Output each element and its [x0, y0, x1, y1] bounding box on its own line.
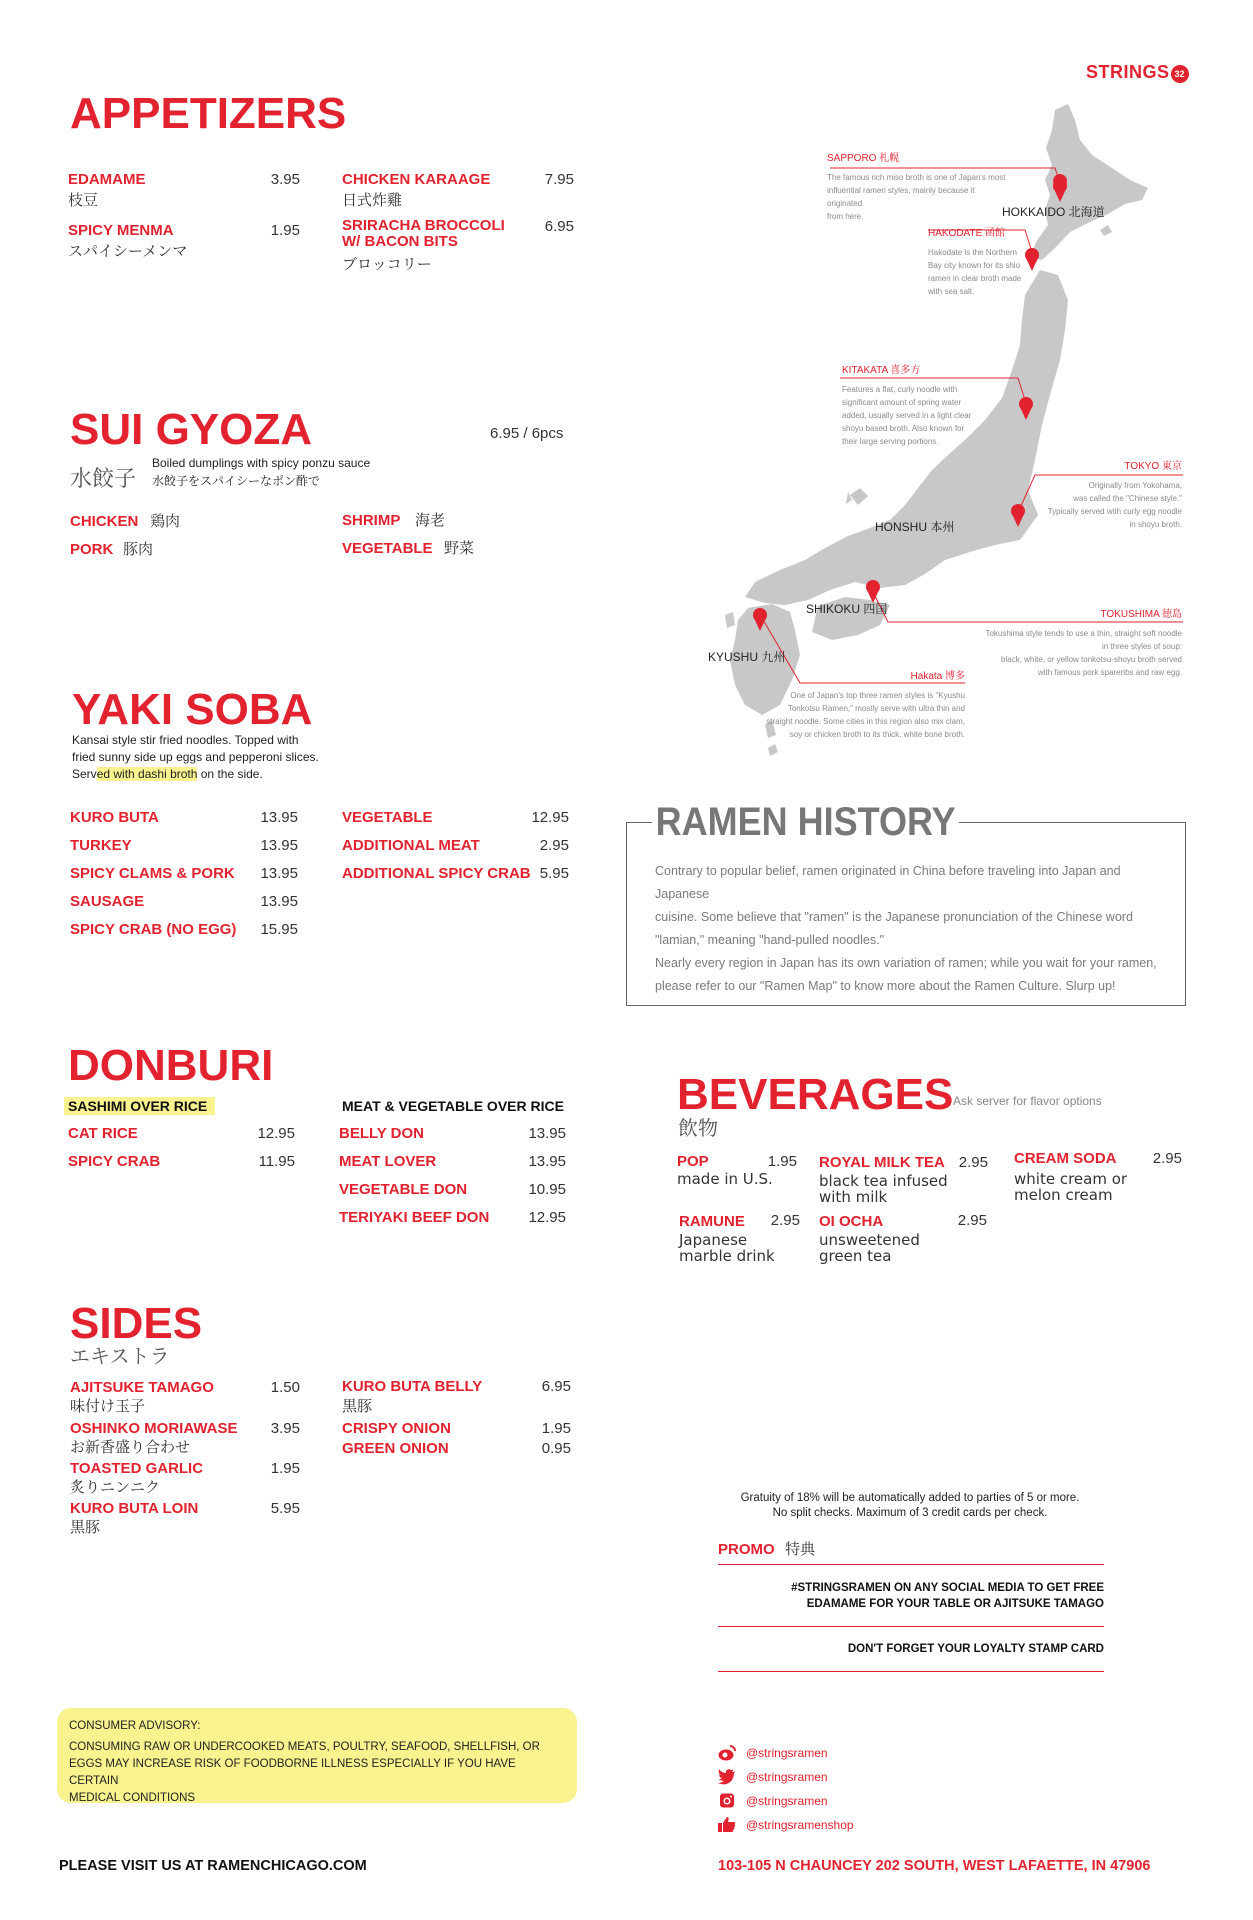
region-title-sapporo: SAPPORO 札幌: [827, 153, 900, 164]
side-jp: 黒豚: [342, 1397, 373, 1415]
consumer-advisory-box: [57, 1708, 577, 1803]
social-handle: @stringsramen: [746, 1770, 828, 1784]
promo-label: PROMO: [718, 1541, 775, 1558]
gyoza-price: 6.95 / 6pcs: [490, 425, 564, 442]
donburi-price: 13.95: [528, 1125, 566, 1142]
thumbs-up-icon: [718, 1817, 736, 1833]
appetizer-price: 7.95: [544, 171, 574, 188]
region-text-line: black, white, or yellow tonkotsu-shoyu broth served: [1001, 655, 1182, 664]
yakisoba-price: 12.95: [531, 809, 569, 826]
island-label-kyushu: KYUSHU 九州: [708, 650, 786, 664]
region-text-line: with sea salt.: [928, 287, 975, 296]
yakisoba-desc-a: Serv: [72, 767, 97, 781]
yakisoba-item: SPICY CLAMS & PORK: [70, 865, 235, 882]
yakisoba-item: KURO BUTA: [70, 809, 159, 826]
gyoza-item-jp: 海老: [415, 511, 446, 529]
region-text-sapporo: [827, 171, 1007, 223]
region-text-line: in shoyu broth.: [1129, 520, 1182, 529]
appetizer-name: EDAMAME: [68, 171, 146, 188]
promo-jp: 特典: [785, 1540, 816, 1558]
region-title-tokushima: TOKUSHIMA 徳島: [1100, 609, 1182, 620]
yakisoba-desc: Kansai style stir fried noodles. Topped with: [72, 733, 299, 747]
appetizer-name: SRIRACHA BROCCOLI: [342, 217, 505, 234]
gyoza-jp: 水餃子: [70, 467, 137, 492]
sides-title: SIDES: [70, 1299, 203, 1348]
promo-divider: [718, 1671, 1104, 1672]
yakisoba-price: 2.95: [539, 837, 569, 854]
yakisoba-title: YAKI SOBA: [72, 685, 313, 734]
side-jp: 黒豚: [70, 1518, 101, 1536]
yakisoba-item: ADDITIONAL MEAT: [342, 837, 480, 854]
yakisoba-item: SAUSAGE: [70, 893, 145, 910]
social-handle: @stringsramenshop: [746, 1818, 854, 1832]
footer-address: 103-105 N CHAUNCEY 202 SOUTH, WEST LAFAETTE, IN 47906: [718, 1858, 1151, 1874]
region-title-hakata: Hakata 博多: [910, 671, 965, 682]
island-shape: [846, 492, 852, 504]
island-shape: [1100, 225, 1112, 236]
appetizer-price: 3.95: [270, 171, 300, 188]
social-row[interactable]: [718, 1789, 854, 1813]
region-text-line: ramen in clear broth made: [928, 274, 1022, 283]
region-text-tokyo: [1002, 479, 1182, 531]
donburi-price: 11.95: [258, 1153, 295, 1170]
region-text-line: significant amount of spring water: [842, 398, 962, 407]
side-name: GREEN ONION: [342, 1440, 449, 1457]
beverage-price: 1.95: [767, 1153, 797, 1170]
gratuity-note: [700, 1491, 1120, 1521]
region-text-kitakata: [842, 383, 1002, 448]
yakisoba-price: 15.95: [260, 921, 298, 938]
appetizers-title: APPETIZERS: [70, 89, 347, 138]
donburi-item: CAT RICE: [68, 1125, 138, 1142]
region-text-line: One of Japan's top three ramen styles is "Kyushu: [790, 691, 965, 700]
region-text-line: Tonkotsu Ramen," mostly serve with ultra thin and: [787, 704, 965, 713]
social-row[interactable]: [718, 1741, 854, 1765]
history-line: Nearly every region in Japan has its own variation of ramen; while you wait for your ramen,: [655, 956, 1157, 970]
yakisoba-price: 13.95: [260, 865, 298, 882]
region-text-line: Typically served with curly egg noodle: [1047, 507, 1182, 516]
side-price: 1.95: [270, 1460, 300, 1477]
island-shape: [850, 488, 868, 505]
history-text: [655, 860, 1175, 998]
yakisoba-item: SPICY CRAB (NO EGG): [70, 921, 237, 938]
yakisoba-price: 13.95: [260, 837, 298, 854]
beverage-name: CREAM SODA: [1014, 1150, 1117, 1167]
region-text-line: added, usually served in a light clear: [842, 411, 972, 420]
appetizer-name: CHICKEN KARAAGE: [342, 171, 491, 188]
side-name: AJITSUKE TAMAGO: [70, 1379, 214, 1396]
beverage-desc: unsweetened: [819, 1231, 920, 1249]
history-line: please refer to our "Ramen Map" to know more about the Ramen Culture. Slurp up!: [655, 979, 1116, 993]
gyoza-item: SHRIMP: [342, 512, 401, 529]
twitter-icon: [718, 1769, 736, 1785]
advisory-title: CONSUMER ADVISORY:: [69, 1720, 201, 1732]
region-text-line: soy or chicken broth to its thick, white bone broth.: [789, 730, 965, 739]
social-handle: @stringsramen: [746, 1794, 828, 1808]
social-row[interactable]: [718, 1765, 854, 1789]
gyoza-desc: Boiled dumplings with spicy ponzu sauce: [152, 456, 371, 470]
history-title: RAMEN HISTORY: [652, 800, 959, 844]
beverage-price: 2.95: [770, 1212, 800, 1229]
side-name: KURO BUTA BELLY: [342, 1378, 483, 1395]
gratuity-line: No split checks. Maximum of 3 credit cards per check.: [772, 1507, 1048, 1519]
sides-jp: エキストラ: [70, 1344, 170, 1368]
donburi-item: MEAT LOVER: [339, 1153, 437, 1170]
yakisoba-desc-highlight: ed with dashi broth: [96, 767, 198, 781]
donburi-item: SPICY CRAB: [68, 1153, 161, 1170]
region-text-line: Features a flat, curly noodle with: [842, 385, 958, 394]
history-line: cuisine. Some believe that "ramen" is the Japanese pronunciation of the Chinese word: [655, 910, 1133, 924]
island-label-hokkaido: HOKKAIDO 北海道: [1002, 205, 1105, 219]
side-price: 6.95: [541, 1378, 571, 1395]
appetizer-jp: スパイシーメンマ: [68, 242, 188, 260]
history-line: Contrary to popular belief, ramen originated in China before traveling into Japan and Japanese: [655, 864, 1121, 901]
donburi-left-header: SASHIMI OVER RICE: [64, 1097, 215, 1115]
side-price: 3.95: [270, 1420, 300, 1437]
appetizer-name: SPICY MENMA: [68, 222, 174, 239]
region-title-tokyo: TOKYO 東京: [1124, 461, 1182, 472]
region-text-line: Bay city known for its shio: [928, 261, 1021, 270]
advisory-line: MEDICAL CONDITIONS: [69, 1792, 196, 1804]
social-links: [718, 1741, 854, 1837]
gyoza-item-jp: 野菜: [444, 539, 475, 557]
appetizer-price: 1.95: [270, 222, 300, 239]
yakisoba-desc-c: on the side.: [197, 767, 263, 781]
promo-loyalty: DON'T FORGET YOUR LOYALTY STAMP CARD: [847, 1643, 1104, 1655]
appetizer-jp: 日式炸雞: [342, 191, 403, 209]
beverage-desc: made in U.S.: [677, 1170, 773, 1188]
beverage-name: ROYAL MILK TEA: [819, 1154, 945, 1171]
region-text-line: Originally from Yokohama,: [1088, 481, 1182, 490]
beverages-title: BEVERAGES: [677, 1070, 954, 1119]
gyoza-desc-jp: 水餃子をスパイシーなポン酢で: [152, 474, 321, 488]
yakisoba-desc: fried sunny side up eggs and pepperoni slices.: [72, 750, 319, 764]
donburi-item: VEGETABLE DON: [339, 1181, 468, 1198]
side-price: 1.95: [541, 1420, 571, 1437]
beverage-desc: marble drink: [679, 1247, 775, 1265]
side-jp: 炙りニンニク: [70, 1478, 161, 1496]
side-name: KURO BUTA LOIN: [70, 1500, 199, 1517]
gyoza-item: VEGETABLE: [342, 540, 433, 557]
appetizer-jp: 枝豆: [68, 191, 99, 209]
beverage-name: POP: [677, 1153, 709, 1170]
side-jp: 味付け玉子: [70, 1397, 146, 1415]
donburi-item: TERIYAKI BEEF DON: [339, 1209, 490, 1226]
island-label-honshu: HONSHU 本州: [875, 520, 955, 534]
donburi-title: DONBURI: [68, 1041, 274, 1090]
side-name: CRISPY ONION: [342, 1420, 451, 1437]
region-text-line: was called the "Chinese style.": [1073, 494, 1182, 503]
donburi-price: 13.95: [528, 1153, 566, 1170]
side-name: TOASTED GARLIC: [70, 1460, 204, 1477]
gratuity-line: Gratuity of 18% will be automatically added to parties of 5 or more.: [740, 1492, 1080, 1504]
yakisoba-price: 13.95: [260, 893, 298, 910]
yakisoba-item: VEGETABLE: [342, 809, 433, 826]
beverage-price: 2.95: [957, 1212, 987, 1229]
beverage-name: RAMUNE: [679, 1213, 745, 1230]
yakisoba-price: 13.95: [260, 809, 298, 826]
promo-divider: [718, 1564, 1104, 1565]
beverage-desc: white cream or: [1014, 1170, 1128, 1188]
promo-line: EDAMAME FOR YOUR TABLE OR AJITSUKE TAMAGO: [806, 1598, 1104, 1610]
donburi-price: 12.95: [257, 1125, 295, 1142]
appetizer-jp: ブロッコリー: [342, 255, 432, 273]
social-handle: @stringsramen: [746, 1746, 828, 1760]
yakisoba-price: 5.95: [539, 865, 569, 882]
region-text-line: in three styles of soup:: [1101, 642, 1182, 651]
beverages-note: Ask server for flavor options: [953, 1094, 1102, 1108]
region-text-line: Hakodate is the Northern: [928, 248, 1017, 257]
region-title-hakodate: HAKODATE 函館: [928, 228, 1006, 239]
gyoza-item-jp: 鶏肉: [150, 512, 181, 530]
side-price: 1.50: [270, 1379, 300, 1396]
logo-text: STRINGS: [1086, 62, 1170, 82]
gyoza-item: CHICKEN: [70, 513, 139, 530]
weibo-icon: [718, 1745, 736, 1761]
beverage-desc: green tea: [819, 1247, 892, 1265]
history-line: "lamian," meaning "hand-pulled noodles.": [655, 933, 885, 947]
promo-divider: [718, 1626, 1104, 1627]
yakisoba-item: ADDITIONAL SPICY CRAB: [342, 865, 531, 882]
beverages-jp: 飲物: [678, 1116, 718, 1140]
region-text-line: from here.: [827, 212, 864, 221]
donburi-item: BELLY DON: [339, 1125, 425, 1142]
side-name: OSHINKO MORIAWASE: [70, 1420, 238, 1437]
gyoza-item: PORK: [70, 541, 114, 558]
appetizer-name-cont: W/ BACON BITS: [342, 233, 458, 250]
footer-visit[interactable]: PLEASE VISIT US AT RAMENCHICAGO.COM: [59, 1858, 367, 1874]
donburi-price: 10.95: [528, 1181, 566, 1198]
island-label-shikoku: SHIKOKU 四国: [806, 602, 888, 616]
beverage-desc: black tea infused: [819, 1172, 948, 1190]
region-text-line: The famous rich miso broth is one of Japan's most: [827, 173, 1006, 182]
region-text-line: shoyu based broth. Also known for: [842, 424, 965, 433]
advisory-line: CONSUMING RAW OR UNDERCOOKED MEATS, POULTRY, SEAFOOD, SHELLFISH, OR: [69, 1741, 540, 1753]
logo-number: 32: [1174, 69, 1185, 79]
beverage-price: 2.95: [1152, 1150, 1182, 1167]
side-price: 5.95: [270, 1500, 300, 1517]
hokkaido-shape: [1030, 104, 1148, 260]
instagram-icon: [718, 1793, 736, 1809]
side-jp: お新香盛り合わせ: [70, 1438, 191, 1456]
beverage-desc: melon cream: [1014, 1186, 1113, 1204]
beverage-name: OI OCHA: [819, 1213, 884, 1230]
donburi-price: 12.95: [528, 1209, 566, 1226]
region-title-kitakata: KITAKATA 喜多方: [842, 365, 921, 376]
appetizer-price: 6.95: [544, 218, 574, 235]
promo-title: [718, 1538, 815, 1559]
gyoza-item-jp: 豚肉: [123, 540, 154, 558]
beverage-price: 2.95: [958, 1154, 988, 1171]
region-text-hakodate: [928, 246, 1038, 298]
region-text-line: their large serving portions.: [842, 437, 939, 446]
region-text-tokushima: [962, 627, 1182, 679]
beverage-desc: with milk: [819, 1188, 888, 1206]
social-row[interactable]: [718, 1813, 854, 1837]
region-text-line: Tokushima style tends to use a thin, straight soft noodle: [985, 629, 1182, 638]
island-shape: [768, 744, 778, 756]
region-text-line: with famous pork spareribs and raw egg.: [1037, 668, 1182, 677]
region-text-line: straight noodle. Some cities in this region also mix clam,: [766, 717, 965, 726]
advisory-line: EGGS MAY INCREASE RISK OF FOODBORNE ILLNESS ESPECIALLY IF YOU HAVE CERTAIN: [69, 1758, 516, 1787]
promo-text: [720, 1580, 1104, 1612]
yakisoba-item: TURKEY: [70, 837, 132, 854]
beverage-desc: Japanese: [679, 1231, 748, 1249]
region-text-line: influential ramen styles, mainly because it originated: [827, 186, 975, 208]
donburi-right-header: MEAT & VEGETABLE OVER RICE: [342, 1098, 564, 1114]
gyoza-title: SUI GYOZA: [70, 405, 313, 454]
island-shape: [725, 612, 735, 628]
region-text-hakata: [765, 689, 965, 741]
promo-line: #STRINGSRAMEN ON ANY SOCIAL MEDIA TO GET FREE: [791, 1582, 1104, 1594]
side-price: 0.95: [541, 1440, 571, 1457]
